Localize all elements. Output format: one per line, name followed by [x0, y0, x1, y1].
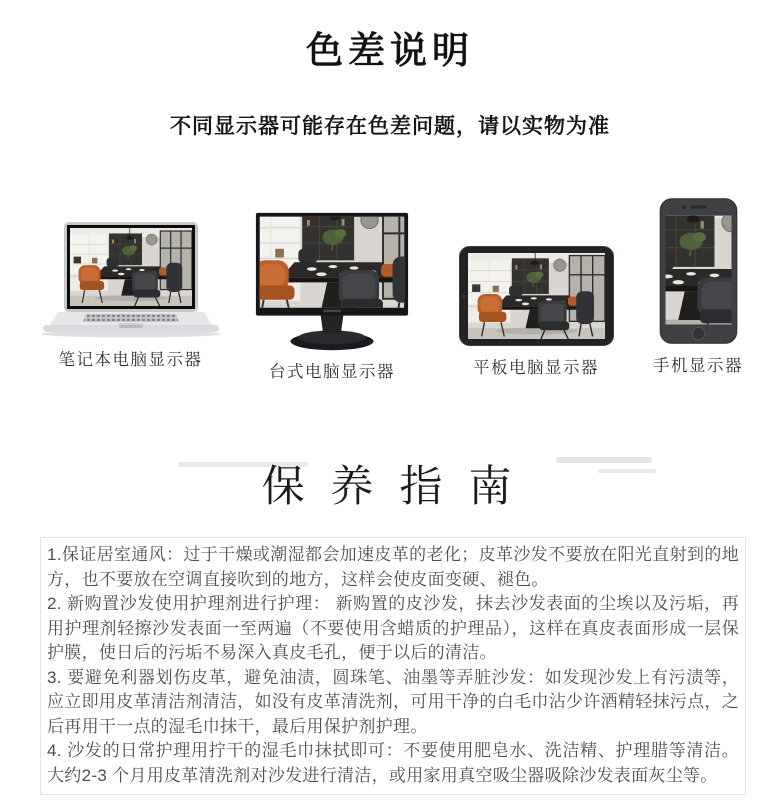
phone-label: 手机显示器	[653, 357, 743, 375]
care-item-1: 1.保证居室通风：过于干燥或潮湿都会加速皮革的老化；皮革沙发不要放在阳光直射到的地方，也不要放在空调直接吹到的地方，这样会使皮面变硬、褪色。	[47, 545, 739, 589]
tablet-label: 平板电脑显示器	[473, 359, 599, 377]
device-phone	[642, 198, 754, 376]
device-laptop	[28, 222, 233, 370]
device-tablet	[456, 246, 616, 378]
care-item-3: 3. 要避免利器划伤皮革，避免油渍，圆珠笔、油墨等弄脏沙发：如发现沙发上有污渍等，应立即用皮革清洁剂清洁，如没有皮革清洗剂，可用干净的白毛巾沾少许酒精轻抹污点，之后再用干一点的湿毛巾抹干，最后用保护剂护理。	[47, 667, 739, 736]
device-desktop-monitor	[246, 212, 418, 382]
desktop-monitor-icon	[248, 212, 416, 352]
laptop-icon	[31, 222, 231, 340]
laptop-label: 笔记本电脑显示器	[58, 351, 203, 369]
desktop-monitor-label: 台式电脑显示器	[269, 363, 395, 381]
care-guide-box	[40, 537, 746, 795]
care-item-2: 2. 新购置沙发使用护理剂进行护理： 新购置的皮沙发，抹去沙发表面的尘埃以及污垢，再用护理剂轻擦沙发表面一至两遍（不要使用含蜡质的护理品），这样在真皮表面形成一层保护膜，使日后的污垢不易深入真皮毛孔，便于以后的清洁。	[47, 594, 739, 662]
care-guide-title: 保 养 指 南	[261, 463, 519, 511]
smartphone-icon	[650, 198, 747, 346]
page-title: 色差说明	[306, 30, 474, 71]
tablet-icon	[459, 246, 614, 348]
page-subtitle: 不同显示器可能存在色差问题，请以实物为准	[170, 115, 610, 138]
care-item-4: 4. 沙发的日常护理用拧干的湿毛巾抹拭即可：不要使用肥皂水、洗洁精、护理腊等清洁。大约2-3 个月用皮革清洗剂对沙发进行清洁，或用家用真空吸尘器吸除沙发表面灰尘等。	[47, 741, 739, 785]
